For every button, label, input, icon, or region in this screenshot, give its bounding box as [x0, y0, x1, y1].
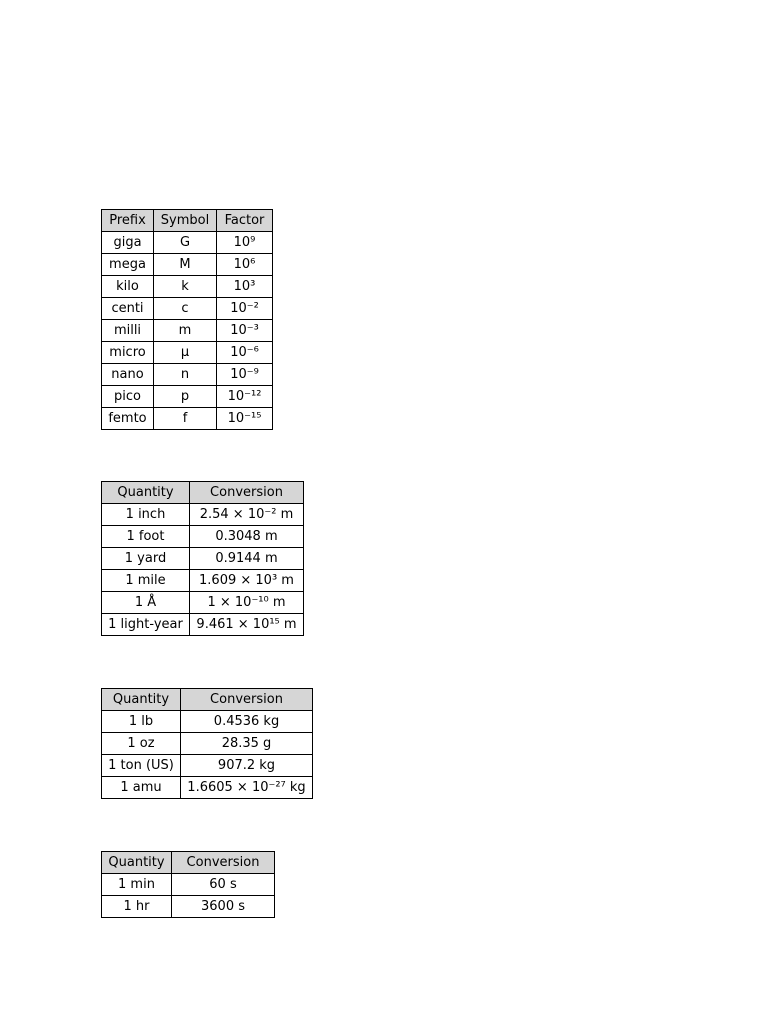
table-cell: m	[154, 320, 217, 342]
table-row	[102, 570, 304, 592]
table-cell: nano	[102, 364, 154, 386]
table-cell: 0.4536 kg	[181, 711, 313, 733]
column-header: Quantity	[102, 689, 181, 711]
table-row	[102, 276, 273, 298]
table-cell: 1 mile	[102, 570, 190, 592]
table-row	[102, 298, 273, 320]
table-cell: 1 min	[102, 874, 172, 896]
table-cell: 1 × 10⁻¹⁰ m	[190, 592, 304, 614]
table-cell: 0.9144 m	[190, 548, 304, 570]
table-cell: 10³	[217, 276, 273, 298]
table-cell: 60 s	[172, 874, 275, 896]
table-cell: n	[154, 364, 217, 386]
table-cell: mega	[102, 254, 154, 276]
table-cell: c	[154, 298, 217, 320]
table-cell: kilo	[102, 276, 154, 298]
table-cell: milli	[102, 320, 154, 342]
table-row	[102, 777, 313, 799]
table-cell: femto	[102, 408, 154, 430]
table-row	[102, 232, 273, 254]
table-cell: 1 inch	[102, 504, 190, 526]
table-header-row	[102, 210, 273, 232]
table-cell: 1 hr	[102, 896, 172, 918]
table-cell: 10⁻¹⁵	[217, 408, 273, 430]
table-cell: 3600 s	[172, 896, 275, 918]
table-row	[102, 548, 304, 570]
table-cell: G	[154, 232, 217, 254]
table-header-row	[102, 482, 304, 504]
table-cell: 10⁻²	[217, 298, 273, 320]
table-row	[102, 342, 273, 364]
table-cell: 1 yard	[102, 548, 190, 570]
table-cell: 1 foot	[102, 526, 190, 548]
column-header: Quantity	[102, 852, 172, 874]
table-cell: 2.54 × 10⁻² m	[190, 504, 304, 526]
table-cell: 1 light-year	[102, 614, 190, 636]
table-row	[102, 408, 273, 430]
table-cell: pico	[102, 386, 154, 408]
table-row	[102, 254, 273, 276]
table-cell: 1 ton (US)	[102, 755, 181, 777]
table-header-row	[102, 852, 275, 874]
table-row	[102, 874, 275, 896]
table-cell: 0.3048 m	[190, 526, 304, 548]
prefix-table	[101, 209, 273, 430]
table-row	[102, 755, 313, 777]
table-cell: 1.609 × 10³ m	[190, 570, 304, 592]
table-row	[102, 504, 304, 526]
table-row	[102, 896, 275, 918]
table-cell: 10⁻¹²	[217, 386, 273, 408]
table-row	[102, 711, 313, 733]
table-cell: 28.35 g	[181, 733, 313, 755]
column-header: Conversion	[181, 689, 313, 711]
table-cell: 1 amu	[102, 777, 181, 799]
table-header-row	[102, 689, 313, 711]
mass-conversion-table	[101, 688, 313, 799]
time-conversion-table	[101, 851, 275, 918]
table-row	[102, 386, 273, 408]
table-row	[102, 733, 313, 755]
table-cell: 9.461 × 10¹⁵ m	[190, 614, 304, 636]
table-cell: centi	[102, 298, 154, 320]
table-cell: micro	[102, 342, 154, 364]
table-cell: 10⁻⁹	[217, 364, 273, 386]
column-header: Conversion	[172, 852, 275, 874]
column-header: Symbol	[154, 210, 217, 232]
table-cell: p	[154, 386, 217, 408]
table-cell: M	[154, 254, 217, 276]
table-cell: 10⁶	[217, 254, 273, 276]
table-cell: 10⁹	[217, 232, 273, 254]
table-cell: 10⁻³	[217, 320, 273, 342]
column-header: Factor	[217, 210, 273, 232]
table-cell: 1 lb	[102, 711, 181, 733]
table-cell: μ	[154, 342, 217, 364]
table-cell: giga	[102, 232, 154, 254]
table-row	[102, 614, 304, 636]
table-cell: 1.6605 × 10⁻²⁷ kg	[181, 777, 313, 799]
table-cell: 10⁻⁶	[217, 342, 273, 364]
table-row	[102, 592, 304, 614]
table-row	[102, 526, 304, 548]
column-header: Conversion	[190, 482, 304, 504]
table-cell: k	[154, 276, 217, 298]
length-conversion-table	[101, 481, 304, 636]
table-cell: 1 Å	[102, 592, 190, 614]
table-row	[102, 364, 273, 386]
table-cell: f	[154, 408, 217, 430]
table-row	[102, 320, 273, 342]
table-cell: 1 oz	[102, 733, 181, 755]
column-header: Quantity	[102, 482, 190, 504]
column-header: Prefix	[102, 210, 154, 232]
table-cell: 907.2 kg	[181, 755, 313, 777]
